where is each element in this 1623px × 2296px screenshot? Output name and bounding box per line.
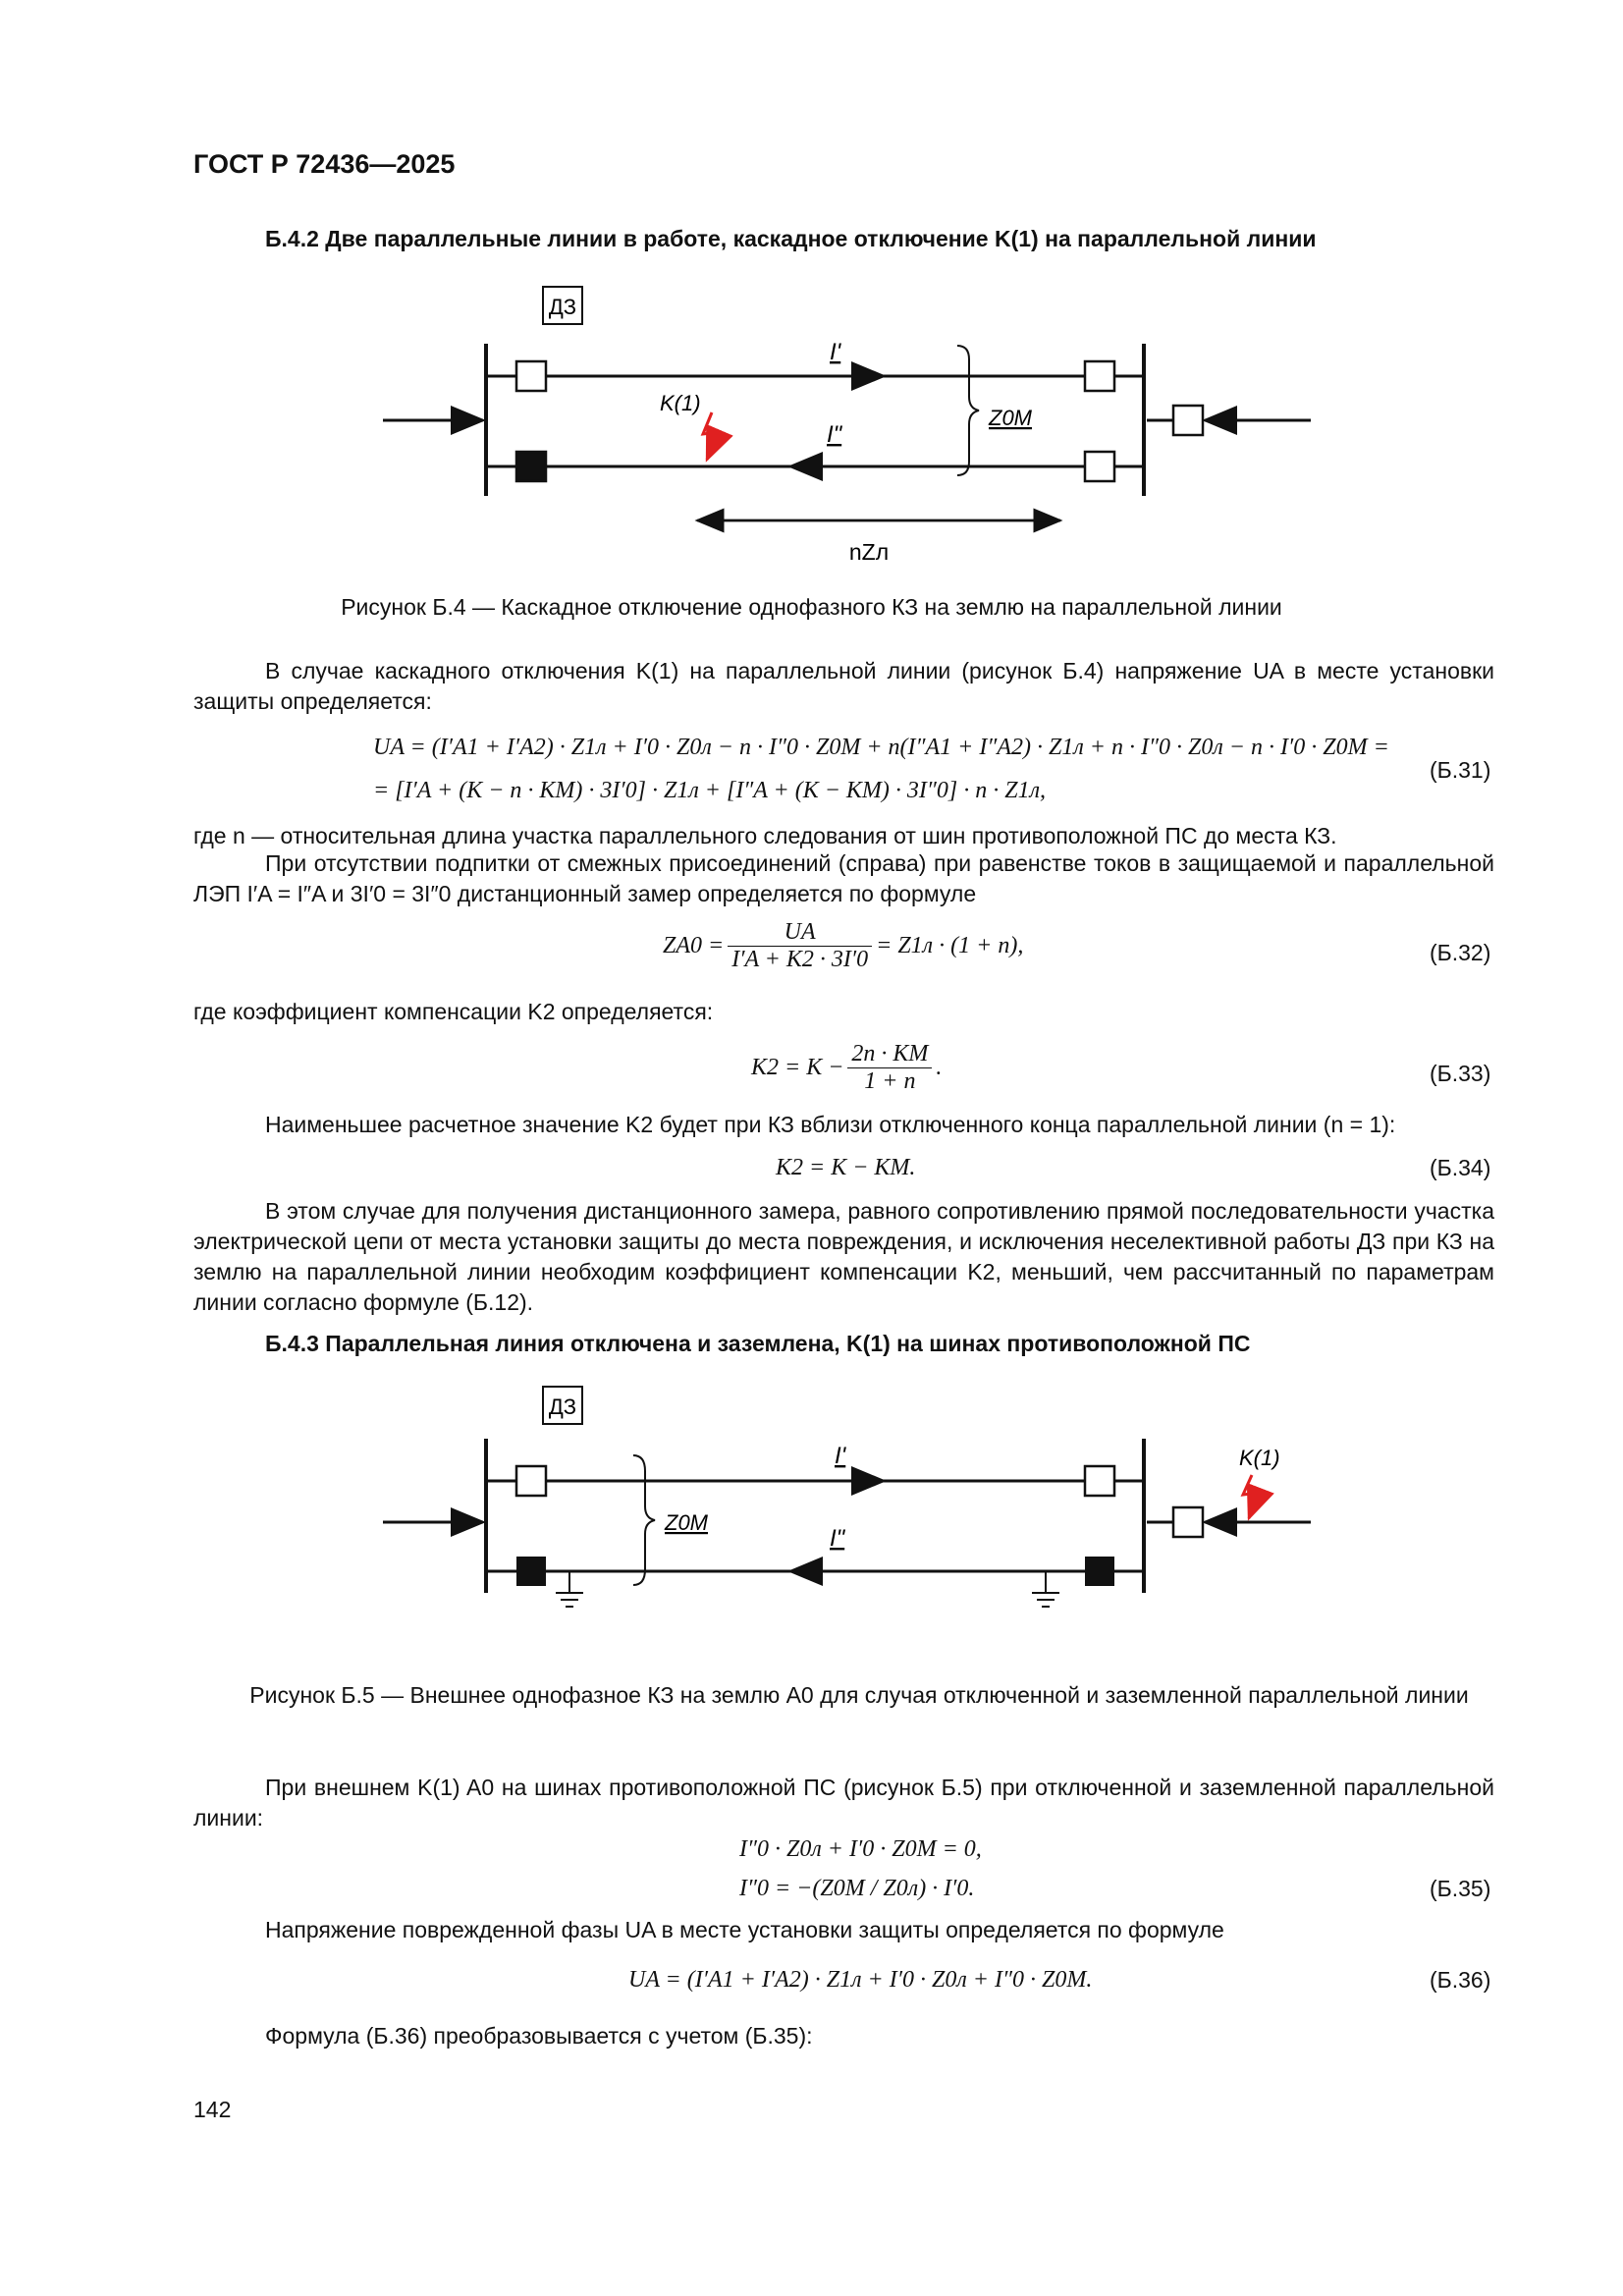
page-number: 142 xyxy=(193,2097,232,2122)
paragraph: Формула (Б.36) преобразовывается с учетом (Б.35): xyxy=(265,2023,813,2049)
equation-b35-line1: I″0 · Z0л + I′0 · Z0M = 0, xyxy=(739,1836,982,1862)
eq33-tail: . xyxy=(936,1055,943,1080)
paragraph: В случае каскадного отключения K(1) на параллельной линии (рисунок Б.4) напряжение UA в месте установки защиты определяется: xyxy=(193,658,1494,714)
eq32-lhs: ZA0 = xyxy=(663,933,725,958)
eq32-denominator: I′A + K2 · 3I′0 xyxy=(731,947,869,972)
lower-left-breaker-open xyxy=(516,452,546,481)
equation-number: (Б.36) xyxy=(1430,1967,1491,1993)
lower-right-breaker-open xyxy=(1085,1557,1114,1586)
fault-lightning-icon xyxy=(703,412,719,460)
equation-number: (Б.31) xyxy=(1430,757,1491,783)
eq33-denominator: 1 + n xyxy=(864,1068,916,1094)
fault-lightning-icon xyxy=(1243,1475,1259,1518)
paragraph: где n — относительная длина участка параллельного следования от шин противоположной ПС до места КЗ. xyxy=(193,823,1337,848)
label-k1: K(1) xyxy=(660,391,701,415)
label-nzl: nZл xyxy=(848,539,890,565)
right-breaker xyxy=(1173,1507,1203,1537)
upper-right-breaker xyxy=(1085,361,1114,391)
paragraph: При внешнем K(1) A0 на шинах противоположной ПС (рисунок Б.5) при отключенной и заземленной параллельной линии: xyxy=(193,1775,1494,1831)
brace-z0m xyxy=(957,346,979,475)
ground-icon-right xyxy=(1032,1571,1059,1607)
figure-b4-diagram xyxy=(373,285,1335,570)
equation-number: (Б.34) xyxy=(1430,1155,1491,1180)
eq33-numerator: 2n · KM xyxy=(847,1041,932,1068)
dz-label: ДЗ xyxy=(548,295,577,319)
eq32-rhs: = Z1л · (1 + n), xyxy=(876,933,1024,958)
lower-right-breaker xyxy=(1085,452,1114,481)
equation-b36: UA = (I′A1 + I′A2) · Z1л + I′0 · Z0л + I″0 · Z0M. xyxy=(628,1967,1093,1993)
equation-b31-line1: UA = (I′A1 + I′A2) · Z1л + I′0 · Z0л − n · I″0 · Z0M + n(I″A1 + I″A2) · Z1л + n · I″0 · Z0л − n · I′0 · Z0M = xyxy=(373,735,1389,760)
label-i1: I' xyxy=(835,1443,846,1469)
equation-b32 xyxy=(663,919,1023,973)
label-i1: I' xyxy=(830,339,841,365)
paragraph: В этом случае для получения дистанционного замера, равного сопротивлению прямой последовательности участка электрической цепи от места установки защиты до места повреждения, и исключения неселективной работы ДЗ при КЗ на землю на параллельной линии необходим коэффициент компенсации K2, меньший, чем рассчитанный по параметрам линии согласно формуле (Б.12). xyxy=(193,1198,1494,1315)
lower-left-breaker-open xyxy=(516,1557,546,1586)
figure-b5-caption: Рисунок Б.5 — Внешнее однофазное КЗ на землю A0 для случая отключенной и заземленной параллельной линии xyxy=(249,1682,1469,1708)
doc-header-title: ГОСТ Р 72436—2025 xyxy=(193,149,456,179)
section-heading-b43: Б.4.3 Параллельная линия отключена и заземлена, K(1) на шинах противоположной ПС xyxy=(265,1331,1251,1356)
right-breaker xyxy=(1173,406,1203,435)
upper-left-breaker xyxy=(516,361,546,391)
label-i2: I" xyxy=(827,421,842,448)
eq32-numerator: UA xyxy=(728,919,872,947)
equation-b33 xyxy=(751,1041,942,1095)
equation-b35-line2: I″0 = −(Z0M / Z0л) · I′0. xyxy=(739,1876,975,1901)
equation-number: (Б.33) xyxy=(1430,1061,1491,1086)
equation-number: (Б.32) xyxy=(1430,940,1491,965)
equation-number: (Б.35) xyxy=(1430,1876,1491,1901)
figure-b4-caption: Рисунок Б.4 — Каскадное отключение однофазного КЗ на землю на параллельной линии xyxy=(341,594,1282,620)
upper-right-breaker xyxy=(1085,1466,1114,1496)
equation-b34: K2 = K − KM. xyxy=(776,1155,916,1180)
paragraph: Наименьшее расчетное значение K2 будет при КЗ вблизи отключенного конца параллельной линии (n = 1): xyxy=(265,1112,1396,1137)
dz-label: ДЗ xyxy=(548,1394,577,1419)
eq33-lhs: K2 = K − xyxy=(751,1055,844,1080)
upper-left-breaker xyxy=(516,1466,546,1496)
paragraph: где коэффициент компенсации K2 определяется: xyxy=(193,999,714,1024)
section-heading-b42: Б.4.2 Две параллельные линии в работе, каскадное отключение K(1) на параллельной линии xyxy=(265,226,1317,251)
ground-icon-left xyxy=(556,1571,583,1607)
label-i2: I" xyxy=(830,1525,845,1552)
paragraph: Напряжение поврежденной фазы UA в месте установки защиты определяется по формуле xyxy=(265,1917,1224,1942)
figure-b5-diagram xyxy=(373,1385,1335,1630)
label-z0m: Z0M xyxy=(665,1510,708,1535)
brace-z0m xyxy=(633,1455,655,1585)
equation-b31-line2: = [I′A + (K − n · KM) · 3I′0] · Z1л + [I″A + (K − KM) · 3I″0] · n · Z1л, xyxy=(373,778,1047,803)
label-z0m: Z0M xyxy=(989,406,1032,430)
label-k1: K(1) xyxy=(1239,1446,1280,1470)
paragraph: При отсутствии подпитки от смежных присоединений (справа) при равенстве токов в защищаемой и параллельной ЛЭП I′A = I″A и 3I′0 = 3I″0 дистанционный замер определяется по формуле xyxy=(193,850,1494,906)
